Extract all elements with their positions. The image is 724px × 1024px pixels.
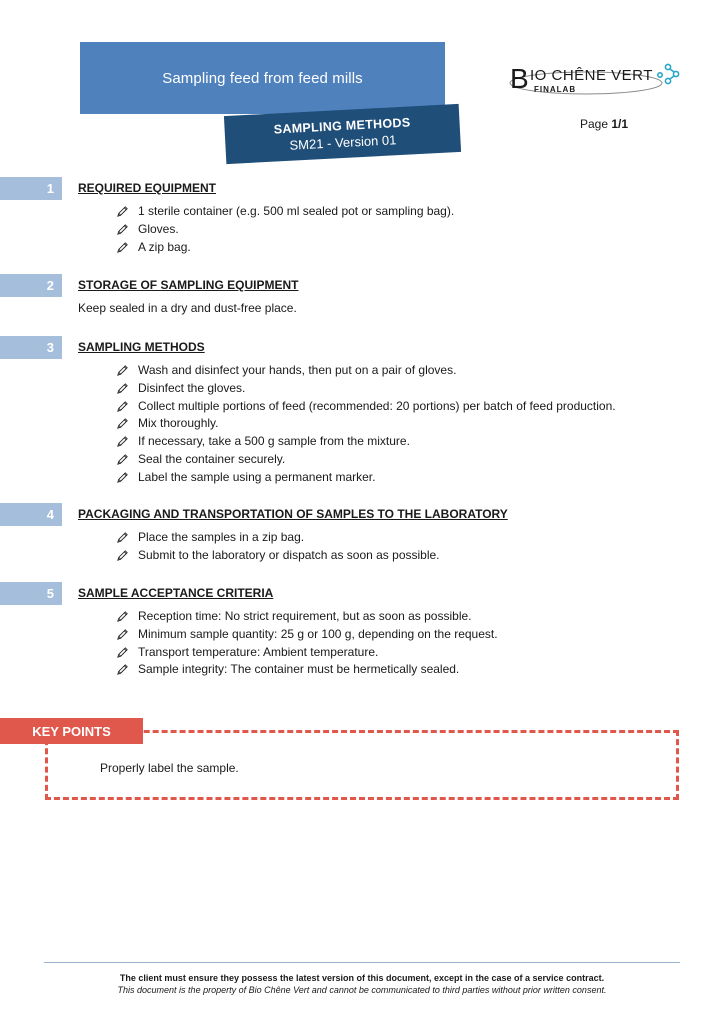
pen-icon xyxy=(116,663,129,676)
bio-chene-vert-logo xyxy=(508,55,683,105)
list-item: Place the samples in a zip bag. xyxy=(116,529,698,547)
list-item: Sample integrity: The container must be hermetically sealed. xyxy=(116,661,698,679)
page-number xyxy=(580,117,628,131)
logo-initial: B xyxy=(510,63,529,94)
sampling-methods-label: SAMPLING METHODS xyxy=(273,114,411,137)
list-item: A zip bag. xyxy=(116,239,698,257)
footer-divider xyxy=(44,962,680,963)
pen-icon xyxy=(116,646,129,659)
bullet-list xyxy=(116,203,698,256)
section-number: 2 xyxy=(0,274,62,297)
list-item: Collect multiple portions of feed (recommended: 20 portions) per batch of feed production. xyxy=(116,398,698,416)
pen-icon xyxy=(116,628,129,641)
pen-icon xyxy=(116,471,129,484)
list-item: If necessary, take a 500 g sample from the mixture. xyxy=(116,433,698,451)
pen-icon xyxy=(116,435,129,448)
bullet-list xyxy=(116,362,698,487)
section-number: 3 xyxy=(0,336,62,359)
page-value: 1/1 xyxy=(611,117,629,131)
list-item: Wash and disinfect your hands, then put on a pair of gloves. xyxy=(116,362,698,380)
version-label: SM21 - Version 01 xyxy=(289,131,397,153)
list-item: Gloves. xyxy=(116,221,698,239)
pen-icon xyxy=(116,453,129,466)
list-item: Disinfect the gloves. xyxy=(116,380,698,398)
pen-icon xyxy=(116,417,129,430)
bullet-list xyxy=(116,608,698,679)
list-item: Label the sample using a permanent marker. xyxy=(116,469,698,487)
list-item: Minimum sample quantity: 25 g or 100 g, depending on the request. xyxy=(116,626,698,644)
section-text: Keep sealed in a dry and dust-free place. xyxy=(78,301,297,315)
pen-icon xyxy=(116,205,129,218)
section-title: SAMPLE ACCEPTANCE CRITERIA xyxy=(78,586,274,600)
section-number: 5 xyxy=(0,582,62,605)
list-item: Reception time: No strict requirement, but as soon as possible. xyxy=(116,608,698,626)
section-title: PACKAGING AND TRANSPORTATION OF SAMPLES TO THE LABORATORY xyxy=(78,507,508,521)
key-points-text: Properly label the sample. xyxy=(100,761,239,775)
pen-icon xyxy=(116,223,129,236)
list-item: Submit to the laboratory or dispatch as soon as possible. xyxy=(116,547,698,565)
section-title: STORAGE OF SAMPLING EQUIPMENT xyxy=(78,278,299,292)
logo-main-text: IO CHÊNE VERT xyxy=(530,67,653,84)
document-title-banner xyxy=(80,42,445,114)
document-title: Sampling feed from feed mills xyxy=(162,69,363,87)
pen-icon xyxy=(116,610,129,623)
footer-notice: The client must ensure they possess the latest version of this document, except in the case of a service contract. xyxy=(119,973,605,983)
pen-icon xyxy=(116,549,129,562)
key-points-label: KEY POINTS xyxy=(0,718,143,744)
section-title: SAMPLING METHODS xyxy=(78,340,205,354)
section-title: REQUIRED EQUIPMENT xyxy=(78,181,217,195)
list-item: Transport temperature: Ambient temperature. xyxy=(116,644,698,662)
list-item: Seal the container securely. xyxy=(116,451,698,469)
list-item: 1 sterile container (e.g. 500 ml sealed pot or sampling bag). xyxy=(116,203,698,221)
pen-icon xyxy=(116,364,129,377)
section-number: 4 xyxy=(0,503,62,526)
pen-icon xyxy=(116,400,129,413)
pen-icon xyxy=(116,382,129,395)
bullet-list xyxy=(116,529,698,565)
list-item: Mix thoroughly. xyxy=(116,415,698,433)
section-number: 1 xyxy=(0,177,62,200)
pen-icon xyxy=(116,531,129,544)
footer-property-notice: This document is the property of Bio Chêne Vert and cannot be communicated to third parties without prior written consent. xyxy=(117,985,607,995)
page-prefix: Page xyxy=(580,117,612,131)
pen-icon xyxy=(116,241,129,254)
logo-sub-text: FINALAB xyxy=(534,85,577,94)
